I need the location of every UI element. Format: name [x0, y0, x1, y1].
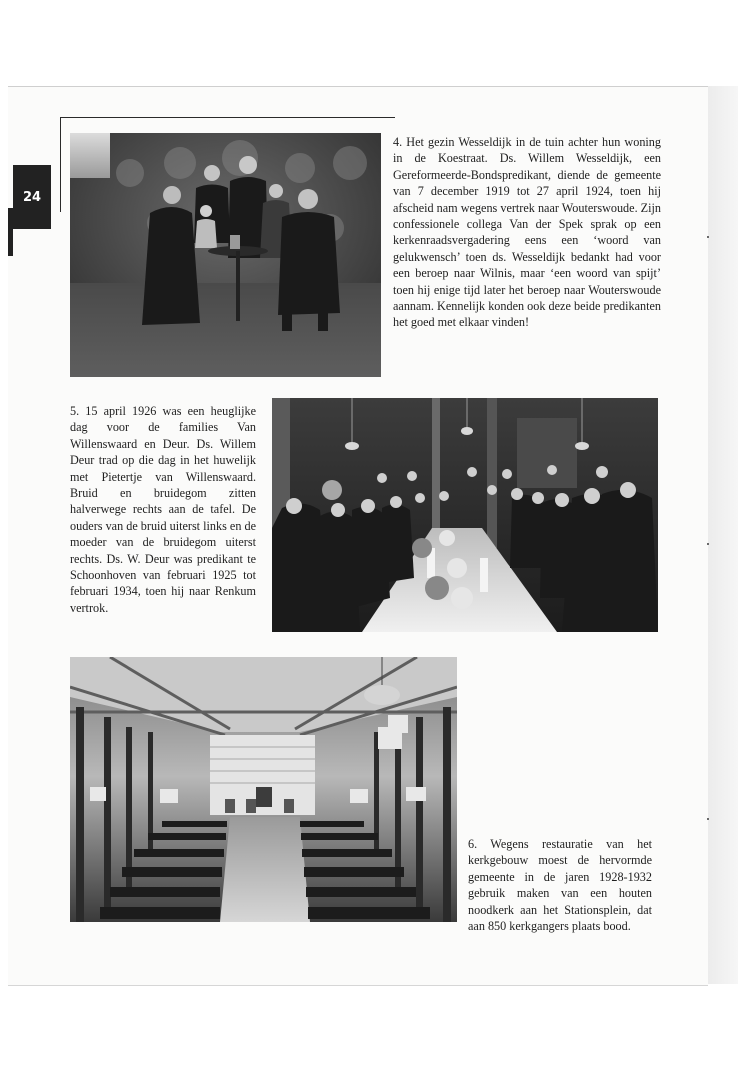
frame-line-left: [60, 117, 61, 212]
frame-line-top: [60, 117, 395, 118]
page-margin-mark: [707, 543, 709, 545]
page-number-tab: [13, 165, 51, 229]
family-portrait-photo: [70, 133, 381, 377]
caption-photo-5: 5. 15 april 1926 was een heuglijke dag voor de families Van Willenswaard en Deur. Ds. Willem Deur trad op die dag in het huwelijk met Pietertje van Willenswaard. Bruid en bruidegom zitten halverwege rechts aan de tafel. De ouders van de bruid uiterst links en de moeder van de bruidegom uiterst rechts. Ds. W. Deur was predikant te Schoonhoven van februari 1925 tot februari 1934, toen hij naar Renkum vertrok.: [70, 404, 256, 615]
church-interior-image: [70, 657, 457, 922]
wedding-dinner-image: [272, 398, 658, 632]
family-portrait-image: [70, 133, 381, 377]
page-number: 24: [22, 189, 42, 205]
page-edge: [708, 86, 738, 984]
page-margin-mark: [707, 236, 709, 238]
church-interior-photo: [70, 657, 457, 922]
caption-photo-6: 6. Wegens restauratie van het kerkgebouw moest de hervormde gemeente in de jaren 1928-1932 gebruik maken van een houten noodkerk aan het Stationsplein, dat aan 850 kerkgangers plaats bood.: [468, 837, 652, 934]
page-margin-mark: [707, 818, 709, 820]
wedding-dinner-photo: [272, 398, 658, 632]
caption-photo-4: 4. Het gezin Wesseldijk in de tuin achter hun woning in de Koestraat. Ds. Willem Wesseldijk, een Gereformeerde-Bondspredikant, diende de gemeente van 7 december 1919 tot 27 april 1924, toen hij afscheid nam wegens vertrek naar Wouterswoude. Zijn confessionele collega Van der Spek sprak op een kerkenraadsvergadering eens een ‘woord van gelukwensch’ toen ds. Wesseldijk bedankt had voor een beroep naar Wilnis, maar ‘een woord van spijt’ toen hij enige tijd later het beroep naar Wouterswoude aannam. Kennelijk konden ook deze beide predikanten het goed met elkaar vinden!: [393, 135, 661, 330]
page-tab-bar: [8, 208, 13, 256]
